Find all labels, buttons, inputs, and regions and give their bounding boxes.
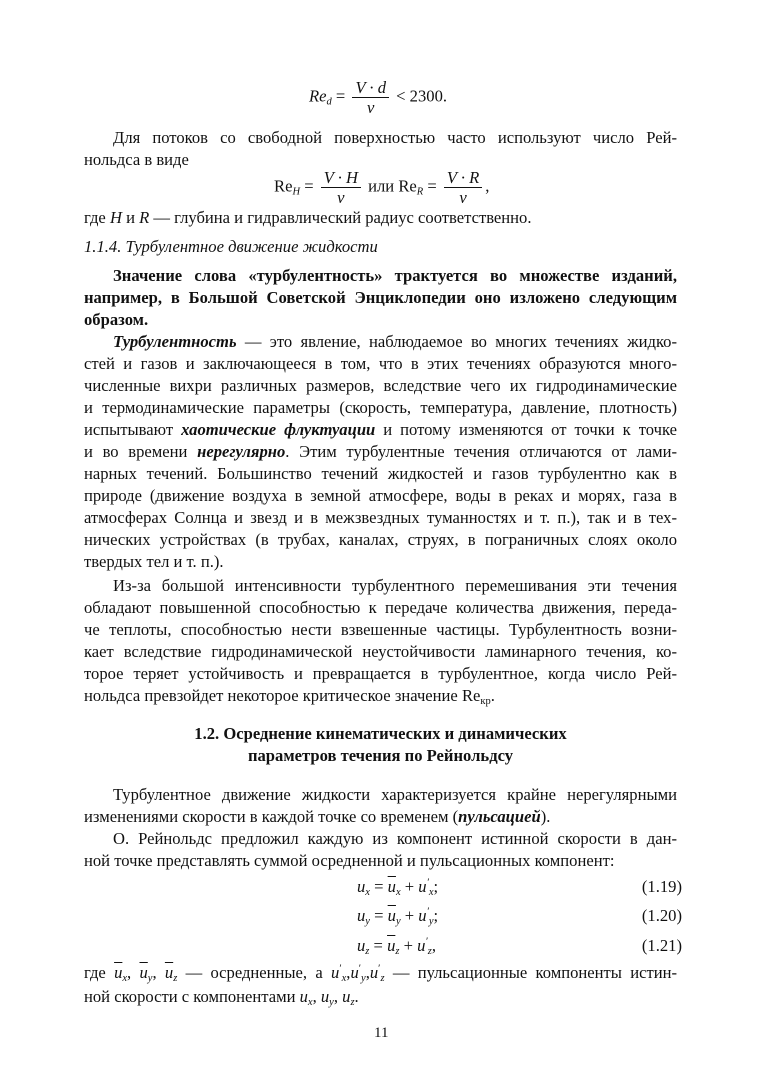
formula-reynolds-depth-radius: $Re_H$ = $\frac{V \cdot H}{\nu}$ или $Re_R$ = $\frac{V \cdot R}{\nu}$ , — [274, 168, 490, 207]
equation-1-20: $u_y = \overline{u}_y + u'_y$; — [357, 906, 439, 927]
paragraph-line: Для потоков со свободной поверхностью часто используют число Рей- — [113, 128, 677, 147]
section-heading-1-2-line2: параметров течения по Рейнольдсу — [247, 746, 514, 765]
paragraph-line: испытывают хаотические флуктуации и потому изменяются от точки к точке — [84, 420, 677, 439]
paragraph-line: Турбулентность — это явление, наблюдаемое во многих течениях жидко- — [113, 332, 677, 351]
section-heading-1-2: 1.2. Осреднение кинематических и динамических — [194, 724, 567, 743]
paragraph-line: и во времени нерегулярно. Этим турбулентные течения отличаются от лами- — [84, 442, 677, 461]
paragraph-line: численные вихри различных размеров, вследствие чего их гидродинамические — [84, 376, 677, 395]
paragraph-line: атмосферах Солнца и звезд и в межзвездных туманностях и т. п.), так и в тех- — [84, 508, 677, 527]
paragraph-line: че теплоты, способностью нести взвешенные частицы. Турбулентность возни- — [84, 620, 677, 639]
equation-number: (1.19) — [641, 877, 682, 896]
formula-re: Re — [309, 86, 327, 106]
paragraph-line: кает вследствие гидродинамической неустойчивости ламинарного течения, ко- — [84, 642, 677, 661]
paragraph-line: нольдса превзойдет некоторое критическое значение $Re_{кр}$. — [84, 686, 495, 707]
paragraph-line: Турбулентное движение жидкости характеризуется крайне нерегулярными — [113, 785, 677, 804]
term-turbulence: Турбулентность — [113, 332, 237, 351]
paragraph-line: нических устройствах (в трубах, каналах, струях, в пограничных слоях около — [84, 530, 677, 549]
equation-1-19: $u_x = \overline{u}_x + u'_x$; — [357, 877, 439, 898]
paragraph-line: и термодинамические параметры (скорость, температура, давление, плотность) — [84, 398, 677, 417]
equation-number: (1.21) — [641, 936, 682, 955]
paragraph-line: например, в Большой Советской Энциклопедии оно изложено следующим — [84, 288, 677, 307]
paragraph-line: изменениями скорости в каждой точке со временем (пульсацией). — [84, 807, 551, 826]
paragraph-line: стей и газов и заключающееся в том, что в этих течениях образуются много- — [84, 354, 677, 373]
paragraph-line: образом. — [84, 310, 149, 329]
paragraph-line: ной точке представлять суммой осредненной и пульсационных компонент: — [84, 851, 615, 870]
paragraph-line: природе (движение воздуха в земной атмосфере, воды в реках и морях, газа в — [84, 486, 677, 505]
paragraph-line: нарных течений. Большинство течений жидкостей и газов турбулентно как в — [84, 464, 677, 483]
paragraph-line: Значение слова «турбулентность» трактуется во множестве изданий, — [113, 266, 677, 285]
paragraph-line: О. Рейнольдс предложил каждую из компонент истинной скорости в дан- — [113, 829, 677, 848]
paragraph-line: торое теряет устойчивость и превращается в турбулентное, когда число Рей- — [84, 664, 677, 683]
equation-1-21: $u_z = \overline{u}_z + u'_z$, — [357, 936, 436, 957]
paragraph-line: ной скорости с компонентами $u_x$, $u_y$, $u_z$. — [84, 987, 359, 1008]
formula-reynolds-diameter: $Re_d$ = $\frac{V \cdot d}{\nu}$ < 2300. — [309, 78, 448, 117]
paragraph-line: нольдса в виде — [84, 150, 189, 169]
formula-sub: d — [326, 96, 332, 108]
fraction: $\frac{V \cdot d}{\nu}$ — [352, 78, 389, 117]
equation-number: (1.20) — [641, 906, 682, 925]
paragraph-line: где H и R — глубина и гидравлический радиус соответственно. — [84, 208, 532, 227]
fraction: $\frac{V \cdot R}{\nu}$ — [444, 168, 482, 207]
paragraph-line: Из-за большой интенсивности турбулентного перемешивания эти течения — [113, 576, 677, 595]
paragraph-line: твердых тел и т. п.). — [84, 552, 224, 571]
page-number: 11 — [374, 1025, 389, 1041]
paragraph-line: где $\overline{u}_x$, $\overline{u}_y$, $\overline{u}_z$ — осредненные, а $u'_x,u'_y,u'_z$ — пульсационные компоненты истин- — [84, 963, 678, 984]
fraction: $\frac{V \cdot H}{\nu}$ — [321, 168, 361, 207]
paragraph-line: обладают повышенной способностью к передаче количества движения, переда- — [84, 598, 677, 617]
section-heading-1-1-4: 1.1.4. Турбулентное движение жидкости — [84, 237, 378, 256]
